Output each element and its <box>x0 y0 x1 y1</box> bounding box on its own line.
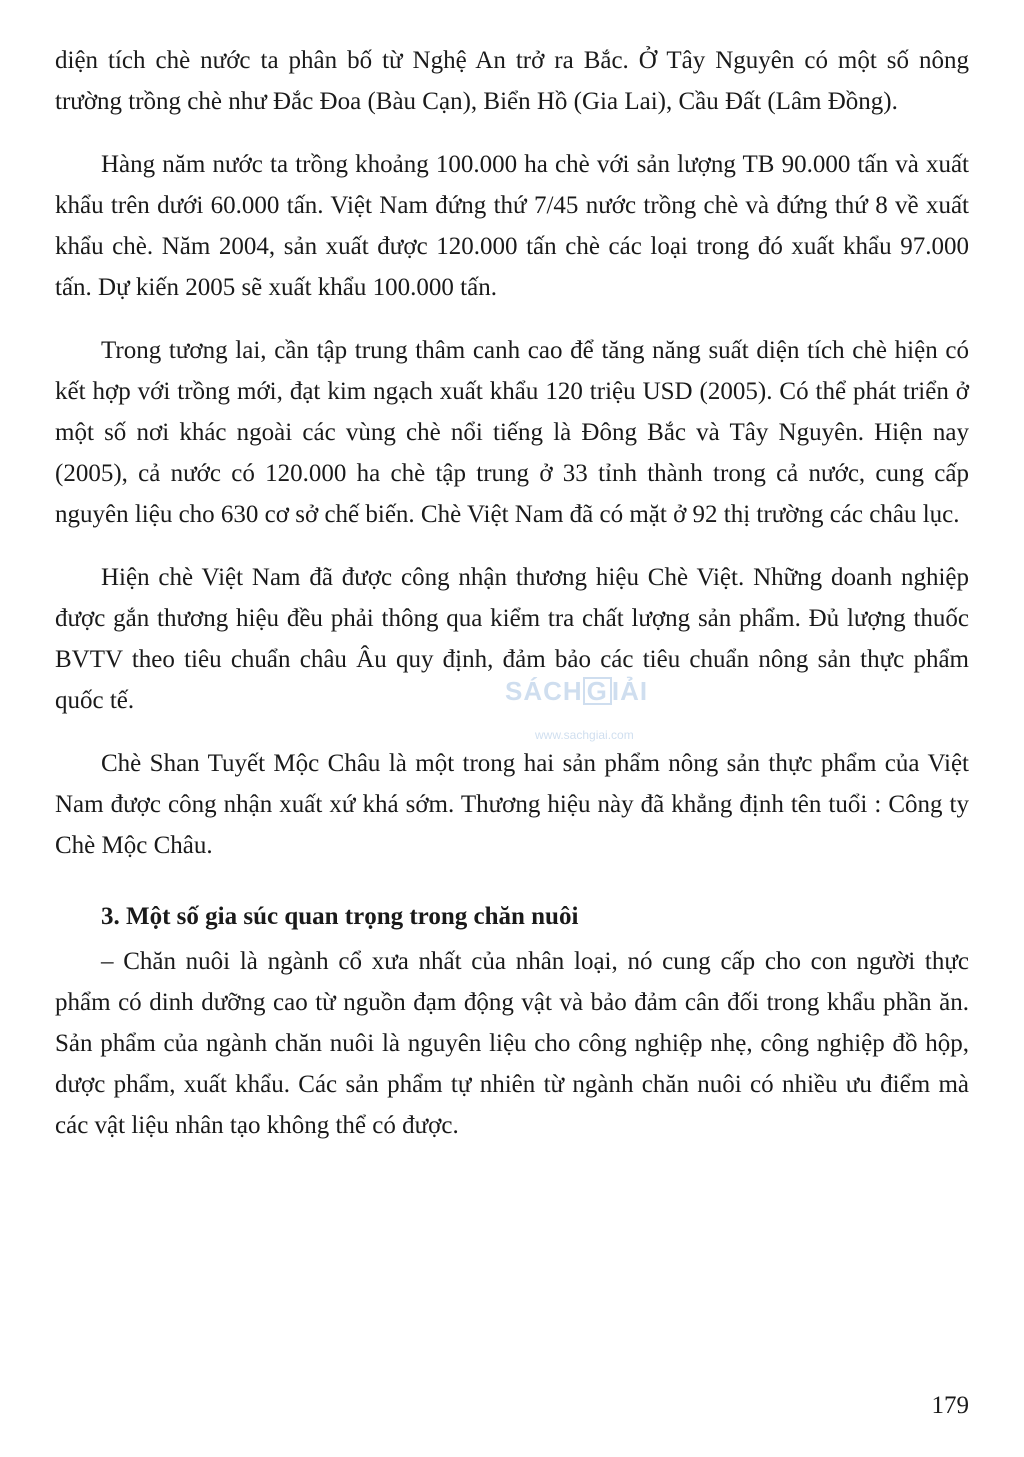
page-number: 179 <box>931 1392 969 1419</box>
paragraph-tea-future: Trong tương lai, cần tập trung thâm canh cao để tăng năng suất diện tích chè hiện có kết hợp với trồng mới, đạt kim ngạch xuất khẩu 120 triệu USD (2005). Có thể phát triển ở một số nơi khác ngoài các vùng chè nổi tiếng là Đông Bắc và Tây Nguyên. Hiện nay (2005), cả nước có 120.000 ha chè tập trung ở 33 tỉnh thành trong cả nước, cung cấp nguyên liệu cho 630 cơ sở chế biến. Chè Việt Nam đã có mặt ở 92 thị trường các châu lục. <box>55 337 969 528</box>
paragraph-tea-brand: Hiện chè Việt Nam đã được công nhận thương hiệu Chè Việt. Những doanh nghiệp được gắn thương hiệu đều phải thông qua kiểm tra chất lượng sản phẩm. Đủ lượng thuốc BVTV theo tiêu chuẩn châu Âu quy định, đảm bảo các tiêu chuẩn nông sản thực phẩm quốc tế. <box>55 564 969 714</box>
watermark-url: www.sachgiai.com <box>535 728 634 742</box>
page-body <box>55 40 969 1146</box>
paragraph-livestock: – Chăn nuôi là ngành cổ xưa nhất của nhân loại, nó cung cấp cho con người thực phẩm có dinh dưỡng cao từ nguồn đạm động vật và bảo đảm cân đối trong khẩu phần ăn. Sản phẩm của ngành chăn nuôi là nguyên liệu cho công nghiệp nhẹ, công nghiệp đồ hộp, dược phẩm, xuất khẩu. Các sản phẩm tự nhiên từ ngành chăn nuôi có nhiều ưu điểm mà các vật liệu nhân tạo không thể có được. <box>55 948 969 1139</box>
paragraph-tea-distribution: diện tích chè nước ta phân bố từ Nghệ An trở ra Bắc. Ở Tây Nguyên có một số nông trường trồng chè như Đắc Đoa (Bàu Cạn), Biển Hồ (Gia Lai), Cầu Đất (Lâm Đồng). <box>55 47 969 115</box>
paragraph-tea-production: Hàng năm nước ta trồng khoảng 100.000 ha chè với sản lượng TB 90.000 tấn và xuất khẩu trên dưới 60.000 tấn. Việt Nam đứng thứ 7/45 nước trồng chè và đứng thứ 8 về xuất khẩu chè. Năm 2004, sản xuất được 120.000 tấn chè các loại trong đó xuất khẩu 97.000 tấn. Dự kiến 2005 sẽ xuất khẩu 100.000 tấn. <box>55 151 969 301</box>
section-heading: 3. Một số gia súc quan trọng trong chăn nuôi <box>101 903 579 930</box>
paragraph-shan-tuyet: Chè Shan Tuyết Mộc Châu là một trong hai sản phẩm nông sản thực phẩm của Việt Nam được công nhận xuất xứ khá sớm. Thương hiệu này đã khẳng định tên tuổi : Công ty Chè Mộc Châu. <box>55 750 969 859</box>
watermark-logo: SÁCH G IẢI <box>505 676 649 706</box>
